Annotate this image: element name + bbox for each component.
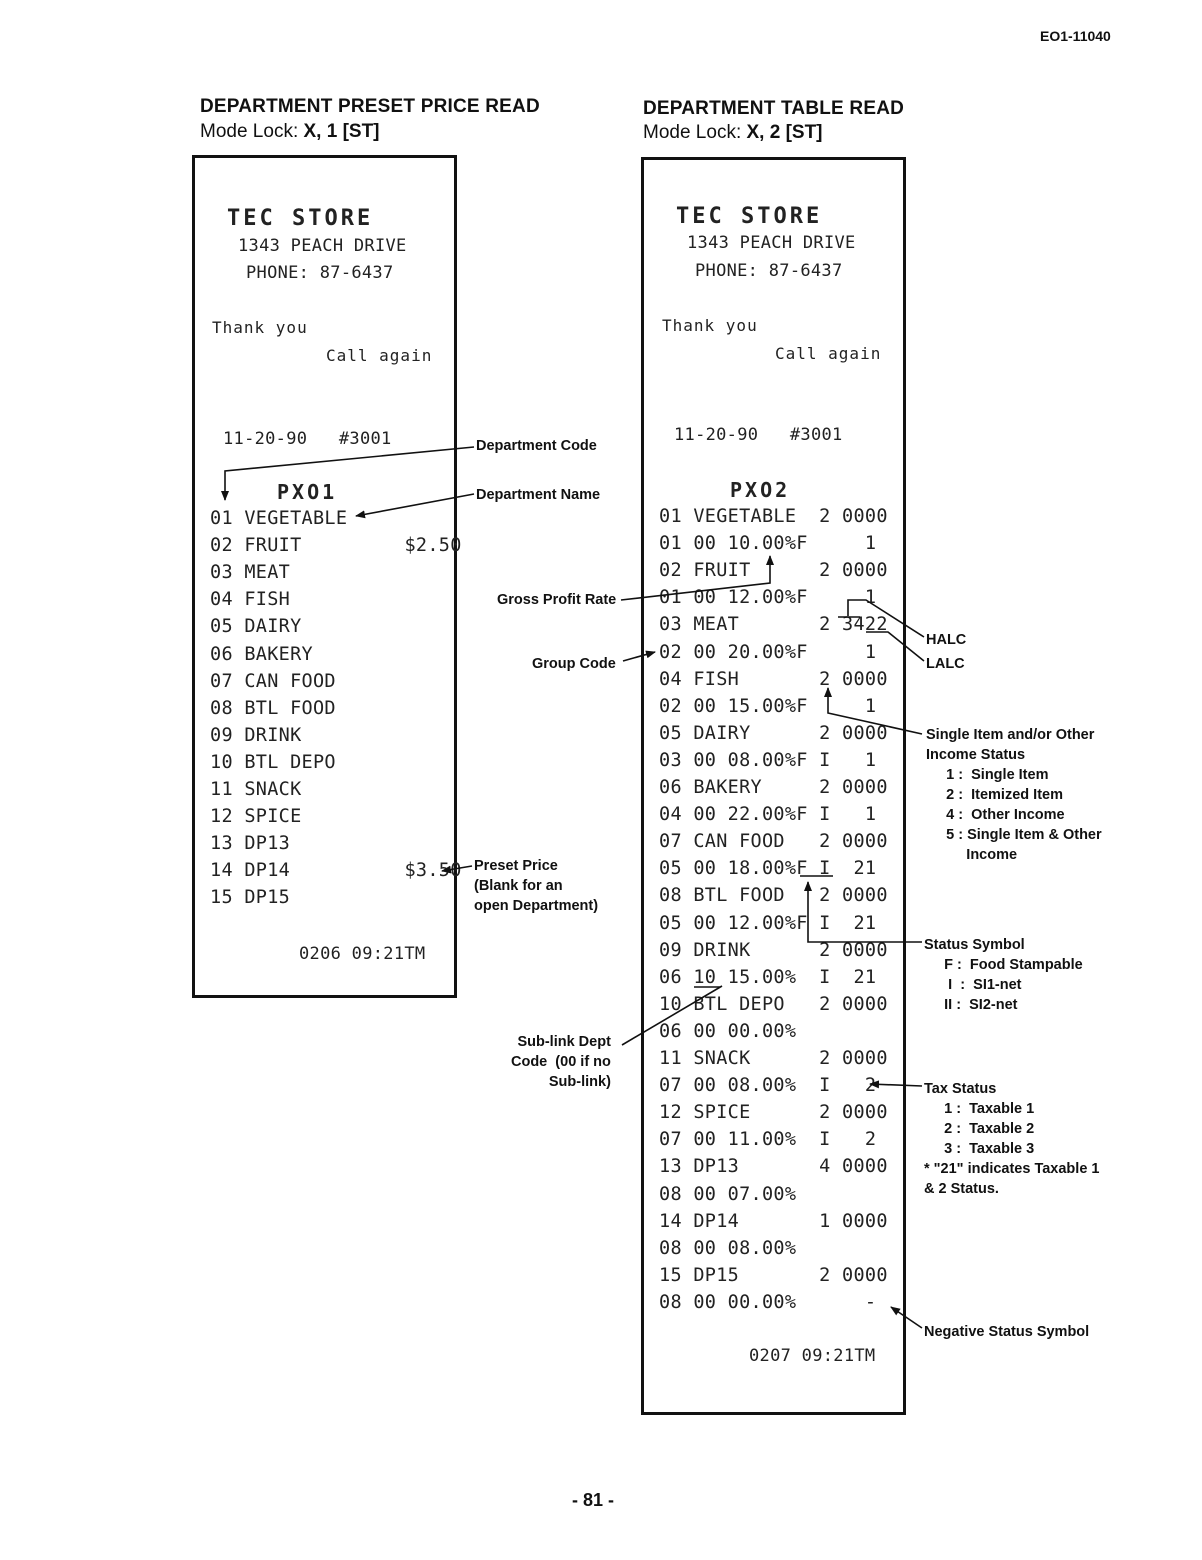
left-call-again: Call again xyxy=(326,346,433,365)
left-department-line: 09 DRINK xyxy=(210,724,302,746)
right-department-line: 03 MEAT 2 3422 xyxy=(659,614,888,636)
right-department-line: 07 00 08.00% I 2 xyxy=(659,1075,877,1097)
right-department-line: 12 SPICE 2 0000 xyxy=(659,1102,888,1124)
right-department-line: 01 00 12.00%F 1 xyxy=(659,587,877,609)
left-mode-value: X, 1 [ST] xyxy=(303,121,380,142)
right-department-line: 06 BAKERY 2 0000 xyxy=(659,777,888,798)
right-department-line: 02 FRUIT 2 0000 xyxy=(659,560,888,582)
right-mode-label: Mode Lock: xyxy=(643,122,747,143)
right-receipt xyxy=(641,157,906,1415)
right-mode-value: X, 2 [ST] xyxy=(746,122,823,143)
left-report-code: PXO1 xyxy=(277,480,338,504)
left-address: 1343 PEACH DRIVE xyxy=(238,236,407,256)
right-report-code: PXO2 xyxy=(730,478,791,502)
right-section-title: DEPARTMENT TABLE READ xyxy=(643,98,905,119)
left-footer: 0206 09:21TM xyxy=(299,944,426,964)
right-department-line: 09 DRINK 2 0000 xyxy=(659,939,888,961)
document-id: EO1-11040 xyxy=(1040,28,1111,44)
right-department-line: 06 10 15.00% I 21 xyxy=(659,966,877,988)
callout-lalc: LALC xyxy=(926,656,965,672)
right-department-line: 04 FISH 2 0000 xyxy=(659,668,888,690)
right-call-again: Call again xyxy=(775,344,882,363)
right-store-name: TEC STORE xyxy=(676,204,823,229)
left-department-line: 05 DAIRY xyxy=(210,616,302,638)
right-footer: 0207 09:21TM xyxy=(749,1346,876,1366)
right-department-line: 07 CAN FOOD 2 0000 xyxy=(659,831,888,853)
callout-status-symbol: Status Symbol F : Food Stampable I : SI1-net II : SI2-net xyxy=(924,937,1083,1013)
left-department-line: 06 BAKERY xyxy=(210,643,313,665)
callout-gross-profit-rate: Gross Profit Rate xyxy=(497,592,617,608)
left-department-line: 12 SPICE xyxy=(210,806,302,828)
left-thanks: Thank you xyxy=(212,318,308,337)
right-department-line: 03 00 08.00%F I 1 xyxy=(659,749,877,771)
right-thanks: Thank you xyxy=(662,316,758,335)
right-mode-lock xyxy=(643,122,823,144)
callout-preset-price: Preset Price (Blank for an open Department) xyxy=(474,858,599,914)
right-department-line: 02 00 15.00%F 1 xyxy=(659,695,877,717)
left-department-line: 08 BTL FOOD xyxy=(210,697,336,719)
left-department-line: 04 FISH xyxy=(210,589,291,611)
right-department-line: 08 00 08.00% xyxy=(659,1237,797,1259)
right-date-line: 11-20-90 #3001 xyxy=(674,425,843,445)
callout-negative-status: Negative Status Symbol xyxy=(924,1324,1090,1340)
callout-department-code: Department Code xyxy=(476,438,597,454)
right-department-line: 13 DP13 4 0000 xyxy=(659,1156,888,1178)
right-department-line: 07 00 11.00% I 2 xyxy=(659,1129,877,1151)
left-department-line: 13 DP13 xyxy=(210,833,291,855)
right-department-line: 06 00 00.00% xyxy=(659,1020,797,1042)
left-department-line: 03 MEAT xyxy=(210,562,291,584)
right-department-line: 05 00 18.00%F I 21 xyxy=(659,858,877,880)
callout-single-item-status: Single Item and/or Other Income Status 1 : Single Item 2 : Itemized Item 4 : Other Income 5 : Single Item & Other Income xyxy=(926,727,1102,863)
right-department-line: 01 00 10.00%F 1 xyxy=(659,533,877,555)
left-mode-lock xyxy=(200,121,380,143)
callout-sub-link: Sub-link Dept Code (00 if no Sub-link) xyxy=(511,1034,611,1090)
right-department-line: 11 SNACK 2 0000 xyxy=(659,1048,888,1069)
right-department-line: 14 DP14 1 0000 xyxy=(659,1210,888,1232)
left-section-title: DEPARTMENT PRESET PRICE READ xyxy=(200,96,540,117)
right-department-line: 05 DAIRY 2 0000 xyxy=(659,722,888,744)
right-department-line: 08 00 00.00% - xyxy=(659,1291,877,1313)
left-department-line: 11 SNACK xyxy=(210,779,302,800)
right-address: 1343 PEACH DRIVE xyxy=(687,233,856,253)
right-department-line: 01 VEGETABLE 2 0000 xyxy=(659,506,888,527)
right-department-line: 04 00 22.00%F I 1 xyxy=(659,804,877,826)
callout-department-name: Department Name xyxy=(476,487,601,503)
right-department-line: 05 00 12.00%F I 21 xyxy=(659,912,877,934)
callout-halc: HALC xyxy=(926,632,967,648)
left-department-line: 15 DP15 xyxy=(210,887,291,909)
right-department-line: 10 BTL DEPO 2 0000 xyxy=(659,993,888,1015)
left-department-line: 10 BTL DEPO xyxy=(210,751,336,773)
left-department-line: 02 FRUIT $2.50 xyxy=(210,535,462,557)
right-department-line: 15 DP15 2 0000 xyxy=(659,1264,888,1286)
left-department-line: 01 VEGETABLE xyxy=(210,508,348,529)
left-date-line: 11-20-90 #3001 xyxy=(223,429,392,449)
left-store-name: TEC STORE xyxy=(227,206,374,231)
page-number: - 81 - xyxy=(572,1490,615,1510)
left-mode-label: Mode Lock: xyxy=(200,121,304,142)
right-department-line: 08 00 07.00% xyxy=(659,1183,797,1205)
right-department-line: 08 BTL FOOD 2 0000 xyxy=(659,885,888,907)
callout-tax-status: Tax Status 1 : Taxable 1 2 : Taxable 2 3 : Taxable 3 * "21" indicates Taxable 1 & 2 Status. xyxy=(924,1081,1100,1197)
callout-group-code: Group Code xyxy=(532,656,616,672)
left-receipt xyxy=(192,155,462,998)
left-phone: PHONE: 87-6437 xyxy=(246,263,394,283)
left-department-line: 07 CAN FOOD xyxy=(210,670,336,692)
left-department-line: 14 DP14 $3.50 xyxy=(210,860,462,882)
right-department-line: 02 00 20.00%F 1 xyxy=(659,641,877,663)
right-phone: PHONE: 87-6437 xyxy=(695,261,843,281)
